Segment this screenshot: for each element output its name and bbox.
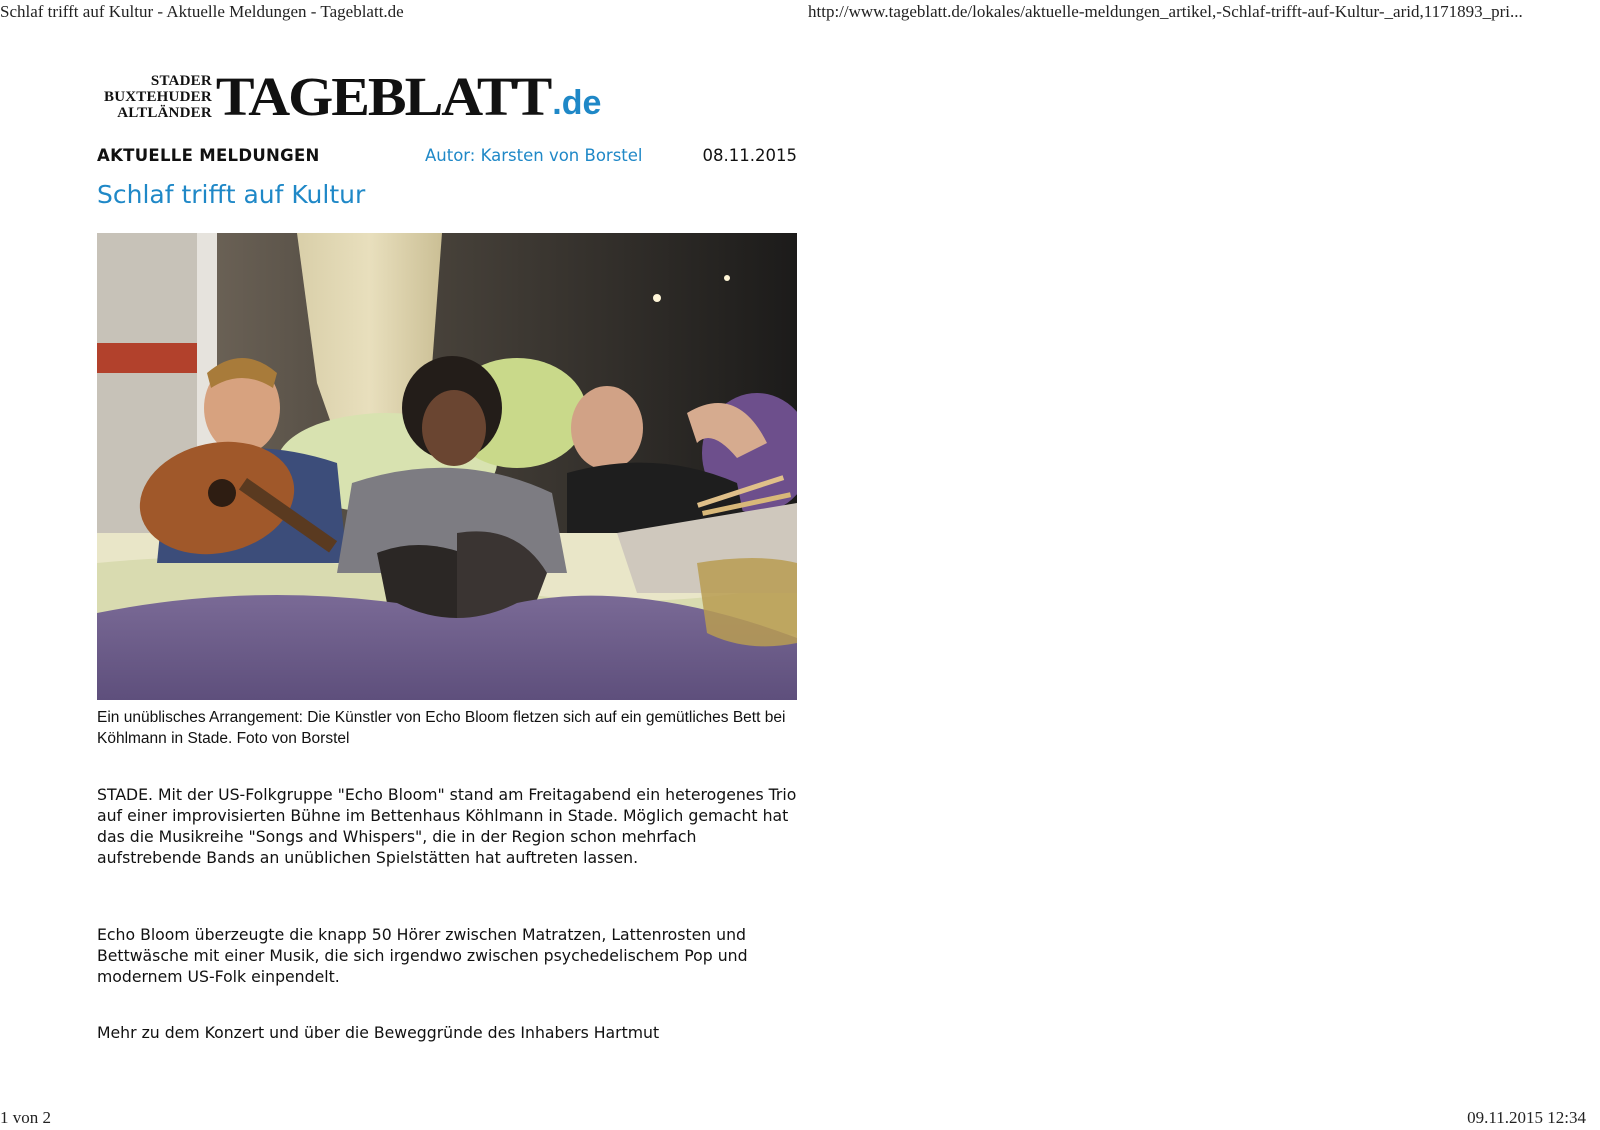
section-label: AKTUELLE MELDUNGEN [97,146,320,165]
print-footer-timestamp: 09.11.2015 12:34 [1467,1108,1586,1127]
logo-city-altlaender: ALTLÄNDER [117,105,212,121]
tageblatt-logo[interactable] [104,65,602,128]
print-header-title: Schlaf trifft auf Kultur - Aktuelle Meldungen - Tageblatt.de [0,2,404,21]
logo-name: TAGEBLATT [215,65,551,128]
article-paragraph: STADE. Mit der US-Folkgruppe "Echo Bloom" stand am Freitagabend ein heterogenes Trio auf einer improvisierten Bühne im Bettenhaus Köhlmann in Stade. Möglich gemacht hat das die Musikreihe "Songs and Whispers", die in der Region schon mehrfach aufstrebende Bands an unüblichen Spielstätten hat auftreten lassen. [97,785,797,867]
article-paragraph: Mehr zu dem Konzert und über die Beweggründe des Inhabers Hartmut [97,1023,660,1042]
article-date: 08.11.2015 [702,146,797,165]
logo-cities [104,73,212,121]
article-meta [97,146,797,168]
article-headline: Schlaf trifft auf Kultur [97,180,366,209]
author-link[interactable]: Autor: Karsten von Borstel [425,146,643,165]
article-photo-illustration [97,233,797,700]
logo-city-stader: STADER [150,73,212,89]
article-paragraph: Echo Bloom überzeugte die knapp 50 Hörer zwischen Matratzen, Lattenrosten und Bettwäsche mit einer Musik, die sich irgendwo zwischen psychedelischem Pop und modernem US-Folk einpendelt. [97,925,748,986]
logo-city-buxtehuder: BUXTEHUDER [104,89,212,105]
print-header-url: http://www.tageblatt.de/lokales/aktuelle-meldungen_artikel,-Schlaf-trifft-auf-Kultur-_arid,1171893_pri... [808,2,1523,21]
article-photo [97,233,797,700]
print-footer-page: 1 von 2 [0,1108,51,1127]
logo-tld: .de [552,84,602,122]
photo-caption: Ein unüblisches Arrangement: Die Künstler von Echo Bloom fletzen sich auf ein gemütliches Bett bei Köhlmann in Stade. Foto von Borstel [97,709,786,747]
